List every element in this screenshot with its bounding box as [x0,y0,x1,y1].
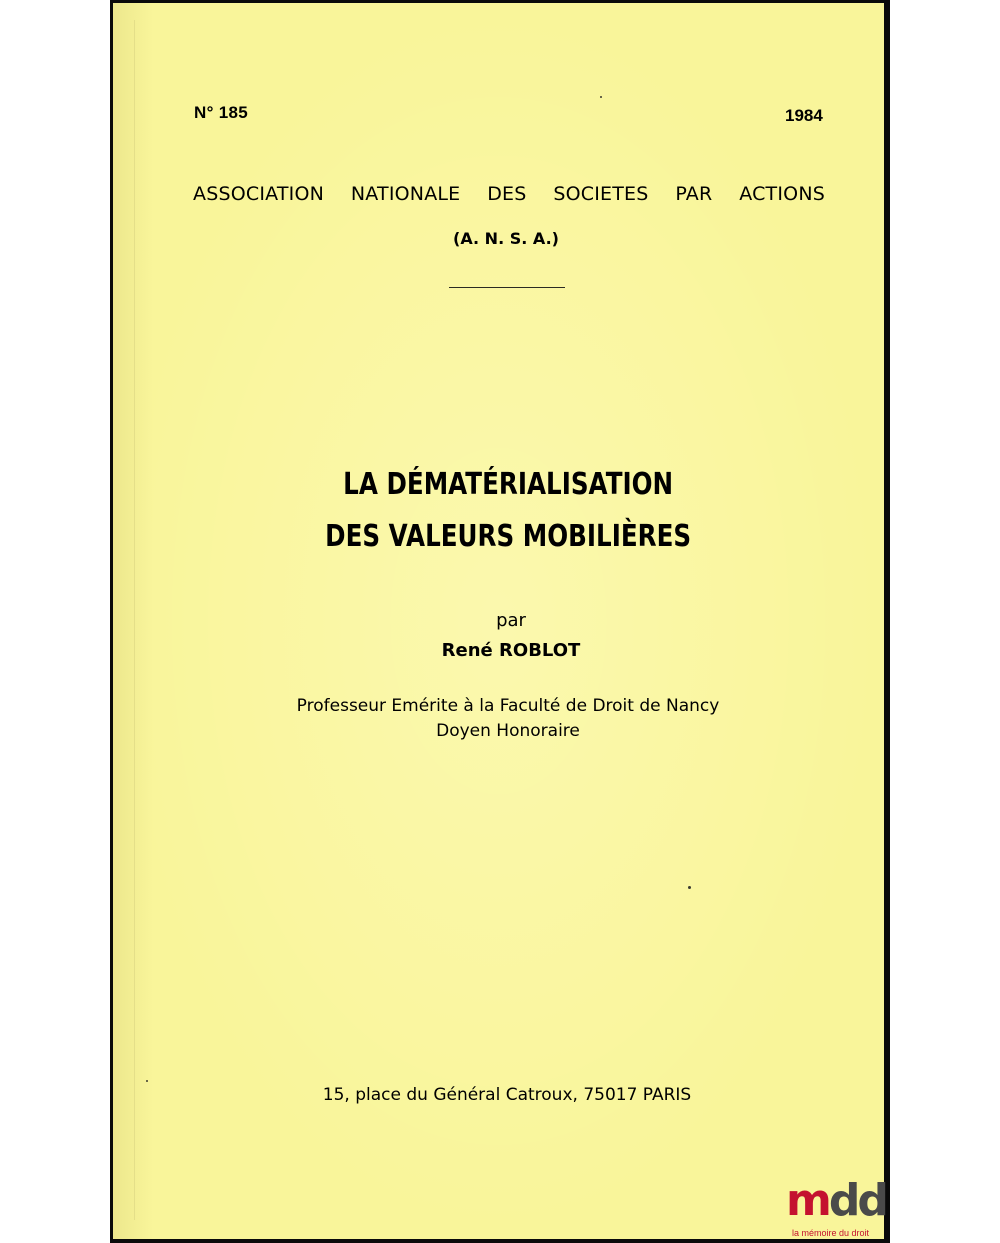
mdd-watermark-logo [786,1176,890,1243]
association-name [193,183,825,205]
book-title-line: DES VALEURS MOBILIÈRES [325,519,692,554]
issue-number: N° 185 [194,103,248,122]
logo-letters-dd: dd [828,1175,886,1226]
book-title [93,459,913,563]
association-word: ACTIONS [739,183,825,205]
logo-tagline: la mémoire du droit [792,1228,870,1238]
association-word: DES [487,183,527,205]
paper-speck [146,1080,148,1082]
author-name: René ROBLOT [441,640,581,661]
association-word: SOCIETES [553,183,649,205]
credential-line: Professeur Emérite à la Faculté de Droit de Nancy [296,696,720,716]
publication-year: 1984 [785,106,823,125]
paper-speck [600,96,602,98]
publisher-address: 15, place du Général Catroux, 75017 PARIS [322,1085,692,1105]
association-word: PAR [675,183,713,205]
association-acronym: (A. N. S. A.) [453,229,559,248]
by-label: par [496,610,526,631]
logo-letter-m: m [786,1175,829,1226]
divider-rule [449,287,565,288]
mdd-logo-mark [786,1176,886,1226]
book-title-line: LA DÉMATÉRIALISATION [343,467,674,502]
paper-speck [688,886,691,889]
credential-line: Doyen Honoraire [436,721,580,741]
association-word: ASSOCIATION [193,183,325,205]
author-credentials [0,694,1000,744]
association-word: NATIONALE [350,183,461,205]
